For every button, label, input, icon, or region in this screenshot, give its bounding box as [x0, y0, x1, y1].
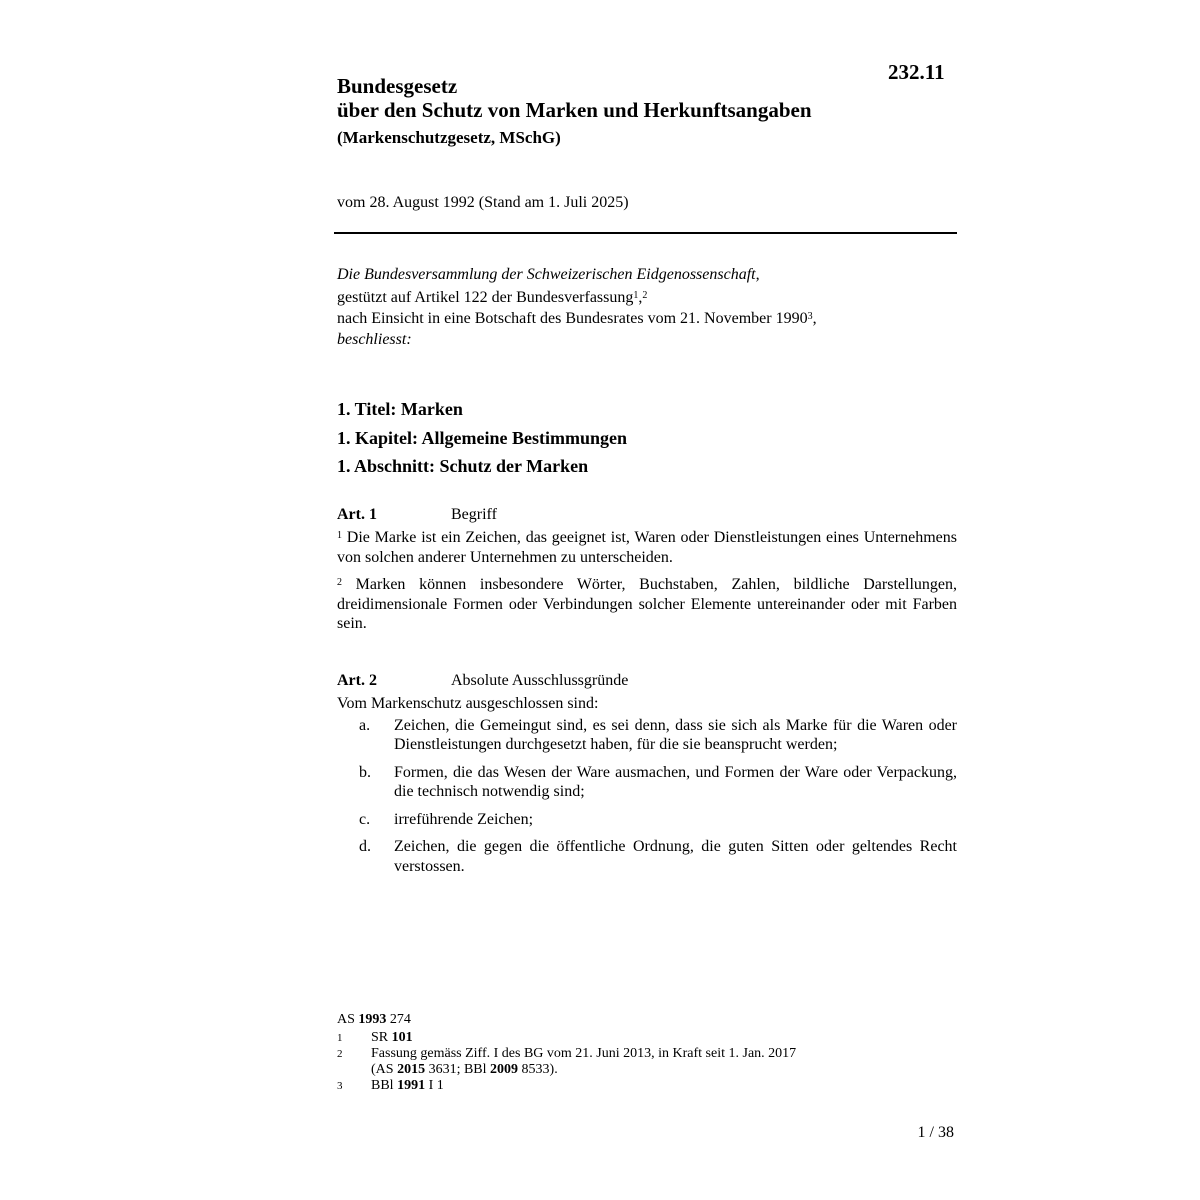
footnote-ref-2[interactable]: 2: [642, 290, 648, 301]
para-text: Die Marke ist ein Zeichen, das geeignet ist, Waren oder Dienstleistungen eines Unternehmens von solchen anderer Unternehmen zu unterscheiden.: [337, 529, 957, 566]
fn-text-part: I 1: [425, 1078, 444, 1093]
list-item: [337, 837, 957, 876]
preamble-line-4: beschliesst:: [337, 331, 412, 348]
page-number: 1 / 38: [917, 1124, 954, 1141]
preamble-line-3: [337, 308, 957, 329]
footnote-ref-1[interactable]: 1: [633, 290, 639, 301]
fn-text-part: Fassung gemäss Ziff. I des BG vom 21. Juni 2013, in Kraft seit 1. Jan. 2017: [371, 1046, 797, 1061]
para-number: 1: [337, 530, 342, 541]
fn-bold-part: 101: [391, 1030, 413, 1045]
article-2-number: Art. 2: [337, 672, 377, 689]
footnote-number: 1: [337, 1032, 343, 1044]
article-1-para-2: [337, 575, 957, 634]
sr-number: 232.11: [888, 60, 945, 84]
article-2: [337, 672, 957, 884]
footnotes: [337, 1012, 957, 1094]
article-2-intro: Vom Markenschutz ausgeschlossen sind:: [337, 695, 599, 712]
article-2-header: [337, 672, 957, 694]
fn-text-part: 8533).: [518, 1062, 558, 1077]
as-prefix: AS: [337, 1012, 359, 1027]
footnote-number: 2: [337, 1048, 343, 1060]
footnote-2: [337, 1046, 957, 1078]
article-1-number: Art. 1: [337, 506, 377, 523]
footnote-1: [337, 1030, 957, 1046]
list-marker: b.: [359, 763, 371, 781]
as-year: 1993: [358, 1012, 387, 1027]
heading-chapter: 1. Kapitel: Allgemeine Bestimmungen: [337, 427, 627, 448]
footnote-text: [371, 1046, 957, 1078]
title-line-1: Bundesgesetz: [337, 74, 458, 98]
article-2-list: [337, 716, 957, 877]
title-line-2: über den Schutz von Marken und Herkunftsangaben: [337, 98, 812, 122]
fn-text-part: BBl: [371, 1078, 398, 1093]
preamble-line-2-comma: ,: [638, 289, 643, 306]
preamble: [337, 264, 957, 350]
para-number: 2: [337, 577, 342, 588]
list-marker: a.: [359, 716, 371, 734]
article-2-title: Absolute Ausschlussgründe: [451, 672, 629, 689]
official-compilation-ref: [337, 1012, 957, 1028]
list-item: [337, 763, 957, 802]
list-marker: d.: [359, 838, 371, 855]
list-text: irreführende Zeichen;: [394, 810, 534, 828]
list-text: Zeichen, die Gemeingut sind, es sei denn, dass sie sich als Marke für die Waren oder Dienstleistungen durchgesetzt haben, für die sie beansprucht werden;: [394, 716, 957, 753]
footnote-number: 3: [337, 1080, 343, 1092]
list-item: [337, 810, 957, 830]
preamble-line-2-text: gestützt auf Artikel 122 der Bundesverfassung: [337, 289, 634, 306]
footnote-3: [337, 1078, 957, 1094]
article-1-header: [337, 506, 957, 528]
preamble-line-3-end: ,: [812, 310, 817, 327]
preamble-line-2: [337, 287, 957, 308]
short-title: (Markenschutzgesetz, MSchG): [337, 128, 561, 147]
para-text: Marken können insbesondere Wörter, Buchstaben, Zahlen, bildliche Darstellungen, dreidimensionale Formen oder Verbindungen solcher Elemente untereinander oder mit Farben sein.: [337, 576, 957, 632]
list-text: Zeichen, die gegen die öffentliche Ordnung, die guten Sitten oder geltendes Recht verstossen.: [394, 838, 957, 875]
fn-bold-part: 2009: [490, 1062, 519, 1077]
preamble-line-3-text: nach Einsicht in eine Botschaft des Bundesrates vom 21. November 1990: [337, 310, 808, 327]
preamble-line-1: Die Bundesversammlung der Schweizerischen Eidgenossenschaft,: [337, 266, 760, 283]
fn-text-part: (AS: [371, 1062, 398, 1077]
list-text: Formen, die das Wesen der Ware ausmachen, und Formen der Ware oder Verpackung, die technisch notwendig sind;: [394, 763, 957, 800]
law-date: vom 28. August 1992 (Stand am 1. Juli 2025): [337, 194, 629, 211]
footnote-ref-3[interactable]: 3: [807, 311, 813, 322]
article-1: [337, 506, 957, 642]
footnote-text: [371, 1030, 957, 1046]
title-divider: [334, 232, 957, 234]
fn-text-part: 3631; BBl: [425, 1062, 491, 1077]
as-page: 274: [386, 1012, 411, 1027]
list-marker: c.: [359, 810, 371, 828]
footnote-text: [371, 1078, 957, 1094]
heading-title: 1. Titel: Marken: [337, 399, 463, 419]
fn-bold-part: 2015: [397, 1062, 426, 1077]
heading-section: 1. Abschnitt: Schutz der Marken: [337, 456, 589, 476]
article-1-title: Begriff: [451, 506, 497, 523]
law-title-block: [337, 74, 957, 148]
fn-bold-part: 1991: [397, 1078, 426, 1093]
section-headings: [337, 398, 957, 484]
fn-text-part: SR: [371, 1030, 392, 1045]
list-item: [337, 716, 957, 755]
article-1-para-1: [337, 528, 957, 567]
